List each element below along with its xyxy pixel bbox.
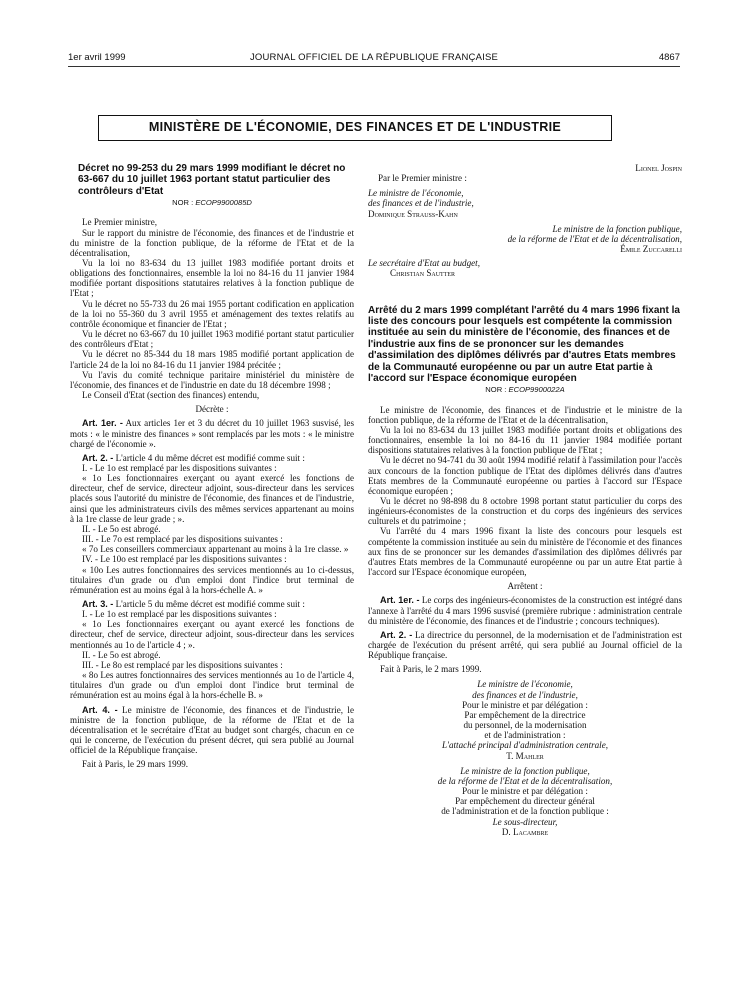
decret-para: Vu la loi no 83-634 du 13 juillet 1983 modifiée portant droits et obligations des fonctionnaires, ensemble la loi no 84-16 du 11 janvier 1984 modifiée portant dispositions statutaires relatives à la fonction publique de l'Etat ; (70, 258, 354, 299)
article-label: Art. 1er. - (82, 418, 123, 429)
arrete-article-2 (368, 630, 682, 660)
decret-para: Vu l'avis du comité technique paritaire ministériel du ministère de l'économie, des finances et de l'industrie en date du 18 décembre 1998 ; (70, 369, 354, 390)
article-label: Art. 4. - (82, 704, 118, 715)
decret-para: Vu le décret no 85-344 du 18 mars 1985 modifié portant application de l'article 24 de la loi no 84-16 du 11 janvier 1984 précitée ; (70, 349, 354, 370)
arrete-signature-fp (368, 766, 682, 837)
sig-line: Pour le ministre et par délégation : (462, 699, 588, 710)
article-label: Art. 3. - (82, 599, 114, 609)
article-item: III. - Le 8o est remplacé par les dispositions suivantes : (82, 659, 283, 670)
article-item: I. - Le 1o est remplacé par les dispositions suivantes : (82, 609, 277, 620)
decret-para: Sur le rapport du ministre de l'économie, des finances et de l'industrie et du ministre de la fonction publique, de la réforme de l'Etat et de la décentralisation, (70, 227, 354, 258)
decret-para: Vu le décret no 63-667 du 10 juillet 1963 modifié portant statut particulier des contrôleurs d'Etat ; (70, 329, 354, 350)
signature-sec-budget: Le secrétaire d'Etat au budget, (368, 258, 480, 269)
article-item: IV. - Le 10o est remplacé par les dispositions suivantes : (82, 554, 287, 565)
arrete-nor-code: ECOP9900022A (508, 385, 565, 395)
decret-article-1 (70, 418, 354, 448)
arrete-para: Vu le décret no 98-898 du 8 octobre 1998 portant statut particulier du corps des ingénieurs-économistes de la construction et du corps des ingénieurs des services culturels et du patrimoine ; (368, 495, 682, 527)
article-label: Art. 2. - (82, 452, 114, 463)
arrete-title: Arrêté du 2 mars 1999 complétant l'arrêté du 4 mars 1996 fixant la liste des concours pour lesquels est compétente la commission instituée au sein du ministère de l'économie, des finances et de l'industrie aux fins de se prononcer sur les demandes d'assimilation des diplômes délivrés par d'autres Etats membres de la Communauté européenne ou par un autre Etat partie à l'accord sur l'Espace économique européen (368, 304, 680, 384)
sig-line: des finances et de l'industrie, (472, 689, 578, 700)
article-item: I. - Le 1o est remplacé par les dispositions suivantes : (82, 462, 277, 473)
page-number: 4867 (658, 52, 680, 63)
decret-title: Décret no 99-253 du 29 mars 1999 modifiant le décret no 63-667 du 10 juillet 1963 portant statut particulier des contrôleurs d'Etat (78, 163, 346, 197)
decret-nor-label: NOR : (172, 198, 194, 208)
sig-line: L'attaché principal d'administration centrale, (441, 740, 609, 751)
header-rule (68, 66, 680, 67)
sig-line: Par empêchement du directeur général (455, 796, 595, 807)
article-label: Art. 1er. - (380, 595, 420, 606)
sig-line: Le ministre de la fonction publique, (460, 765, 590, 776)
decret-nor (70, 198, 354, 208)
arrete-para: Vu la loi no 83-634 du 13 juillet 1983 modifiée portant droits et obligations des fonctionnaires, ensemble la loi no 84-16 du 11 janvier 1984 modifiée portant dispositions statutaires relatives à la fonction publique de l'Etat ; (368, 424, 682, 456)
decret-nor-code: ECOP9900085D (195, 198, 252, 208)
decret-para: Le Premier ministre, (82, 217, 158, 228)
sig-line: Le ministre de l'économie, (477, 679, 573, 690)
journal-title: JOURNAL OFFICIEL DE LA RÉPUBLIQUE FRANÇAISE (249, 52, 499, 63)
article-item: II. - Le 5o est abrogé. (82, 523, 161, 534)
arrete-column (368, 163, 682, 837)
arrete-nor (368, 385, 682, 395)
article-text: La directrice du personnel, de la modernisation et de l'administration est chargée de l'exécution du présent arrêté, qui sera publié au Journal officiel de la République française. (368, 629, 682, 661)
signature-min-fp-1: Le ministre de la fonction publique, (552, 223, 682, 234)
arrete-para: Vu l'arrêté du 4 mars 1996 fixant la liste des concours pour lesquels est compétente la commission instituée au sein du ministère de l'économie et des finances aux fins de se prononcer sur les demandes d'assimilation des diplômes délivrés par d'autres Etats membres de la Communauté européenne ou par un autre Etat partie à l'accord sur l'Espace économique européen, (368, 526, 682, 578)
decret-article-2 (70, 453, 354, 463)
signature-pm-name: Lionel Jospin (635, 163, 682, 173)
signature-by-pm: Par le Premier ministre : (378, 173, 467, 184)
article-item: III. - Le 7o est remplacé par les dispositions suivantes : (82, 534, 283, 545)
decret-article-4 (70, 705, 354, 756)
signature-min-fp-name: Émile Zuccarelli (620, 244, 682, 255)
arrete-nor-label: NOR : (485, 385, 507, 395)
article-text: Aux articles 1er et 3 du décret du 10 juillet 1963 susvisé, les mots : « le ministre des finances » sont remplacés par les mots : « le ministre chargé de l'économie ». (70, 418, 354, 449)
signature-min-eco-1: Le ministre de l'économie, (368, 188, 464, 199)
decret-article-3 (70, 599, 354, 609)
arrete-article-1 (368, 595, 682, 625)
article-item: « 10o Les autres fonctionnaires des services mentionnés au 1o ci-dessus, titulaires d'un grade ou d'un emploi dont l'indice brut terminal de rémunération est au moins égal à la hors-échelle A. » (70, 564, 354, 595)
sig-line: et de l'administration : (484, 730, 566, 741)
decret-para: Vu le décret no 55-733 du 26 mai 1955 portant codification en application de la loi no 55-360 du 3 avril 1955 et aménagement des textes relatifs au contrôle économique et financier de l'Etat ; (70, 298, 354, 329)
sig-line: du personnel, de la modernisation (463, 720, 587, 731)
article-label: Art. 2. - (380, 629, 413, 640)
decrete-label: Décrète : (195, 404, 229, 415)
article-item: II. - Le 5o est abrogé. (82, 649, 161, 660)
arrete-signature-eco (368, 679, 682, 760)
decret-para: Le Conseil d'Etat (section des finances) entendu, (82, 390, 260, 401)
article-item: « 7o Les conseillers commerciaux appartenant au moins à la 1re classe. » (82, 544, 349, 555)
article-text: Le ministre de l'économie, des finances et de l'industrie, le ministre de la fonction publique, de la réforme de l'Etat et de la décentralisation et le secrétaire d'Etat au budget sont chargés, chacun en ce qui le concerne, de l'exécution du présent décret, qui sera publié au Journal officiel de la République française. (70, 704, 354, 756)
signature-min-eco-2: des finances et de l'industrie, (368, 198, 474, 209)
ministry-heading: MINISTÈRE DE L'ÉCONOMIE, DES FINANCES ET DE L'INDUSTRIE (98, 115, 612, 141)
sig-line: Par empêchement de la directrice (464, 709, 586, 720)
article-text: Le corps des ingénieurs-économistes de la construction est intégré dans l'annexe à l'arrêté du 4 mars 1996 susvisé (première rubrique : administration centrale du ministère de l'économie, des finances et de l'industrie ; concours techniques). (368, 595, 682, 626)
signature-min-eco-name: Dominique Strauss-Kahn (368, 208, 458, 219)
decret-done-at: Fait à Paris, le 29 mars 1999. (82, 759, 189, 770)
article-text: L'article 4 du même décret est modifié comme suit : (115, 452, 305, 463)
sig-line: Pour le ministre et par délégation : (462, 786, 588, 797)
arrete-done-at: Fait à Paris, le 2 mars 1999. (380, 664, 482, 675)
arrete-para: Vu le décret no 94-741 du 30 août 1994 modifié relatif à l'assimilation pour l'accès aux concours de la fonction publique de l'Etat des diplômes délivrés dans d'autres Etats membres de la Communauté européenne ou parties à l'accord sur l'Espace économique européen ; (368, 455, 682, 496)
sig-line: de la réforme de l'Etat et de la décentralisation, (437, 775, 613, 786)
arrete-para: Le ministre de l'économie, des finances et de l'industrie et le ministre de la fonction publique, de la réforme de l'Etat et de la décentralisation, (368, 404, 682, 425)
sig-name: T. Mahler (506, 750, 544, 761)
decret-column (70, 163, 354, 770)
article-text: L'article 5 du même décret est modifié comme suit : (115, 599, 305, 609)
article-item: « 8o Les autres fonctionnaires des services mentionnés au 1o de l'article 4, titulaires d'un grade ou d'un emploi dont l'indice brut terminal de rémunération est au moins égal à la hors-échelle B. » (70, 670, 354, 701)
sig-line: de l'administration et de la fonction publique : (441, 806, 609, 817)
sig-line: Le sous-directeur, (492, 816, 558, 827)
issue-date: 1er avril 1999 (68, 52, 126, 63)
signature-sec-budget-name: Christian Sautter (390, 268, 456, 279)
signature-min-fp-2: de la réforme de l'Etat et de la décentralisation, (507, 233, 682, 244)
article-item: « 1o Les fonctionnaires exerçant ou ayant exercé les fonctions de directeur, chef de service, directeur adjoint, sous-directeur dans les services mentionnés au 1o de l'article 4 ; ». (70, 619, 354, 650)
article-item: « 1o Les fonctionnaires exerçant ou ayant exercé les fonctions de directeur, chef de service, directeur adjoint, sous-directeur dans les services placés sous l'autorité du ministre de l'économie, des finances et de l'industrie, ainsi que les administrateurs civils des mêmes services appartenant au moins à la 1re classe de leur grade ; ». (70, 473, 354, 524)
sig-name: D. Lacambre (501, 826, 549, 837)
arretent-label: Arrêtent : (507, 581, 543, 592)
